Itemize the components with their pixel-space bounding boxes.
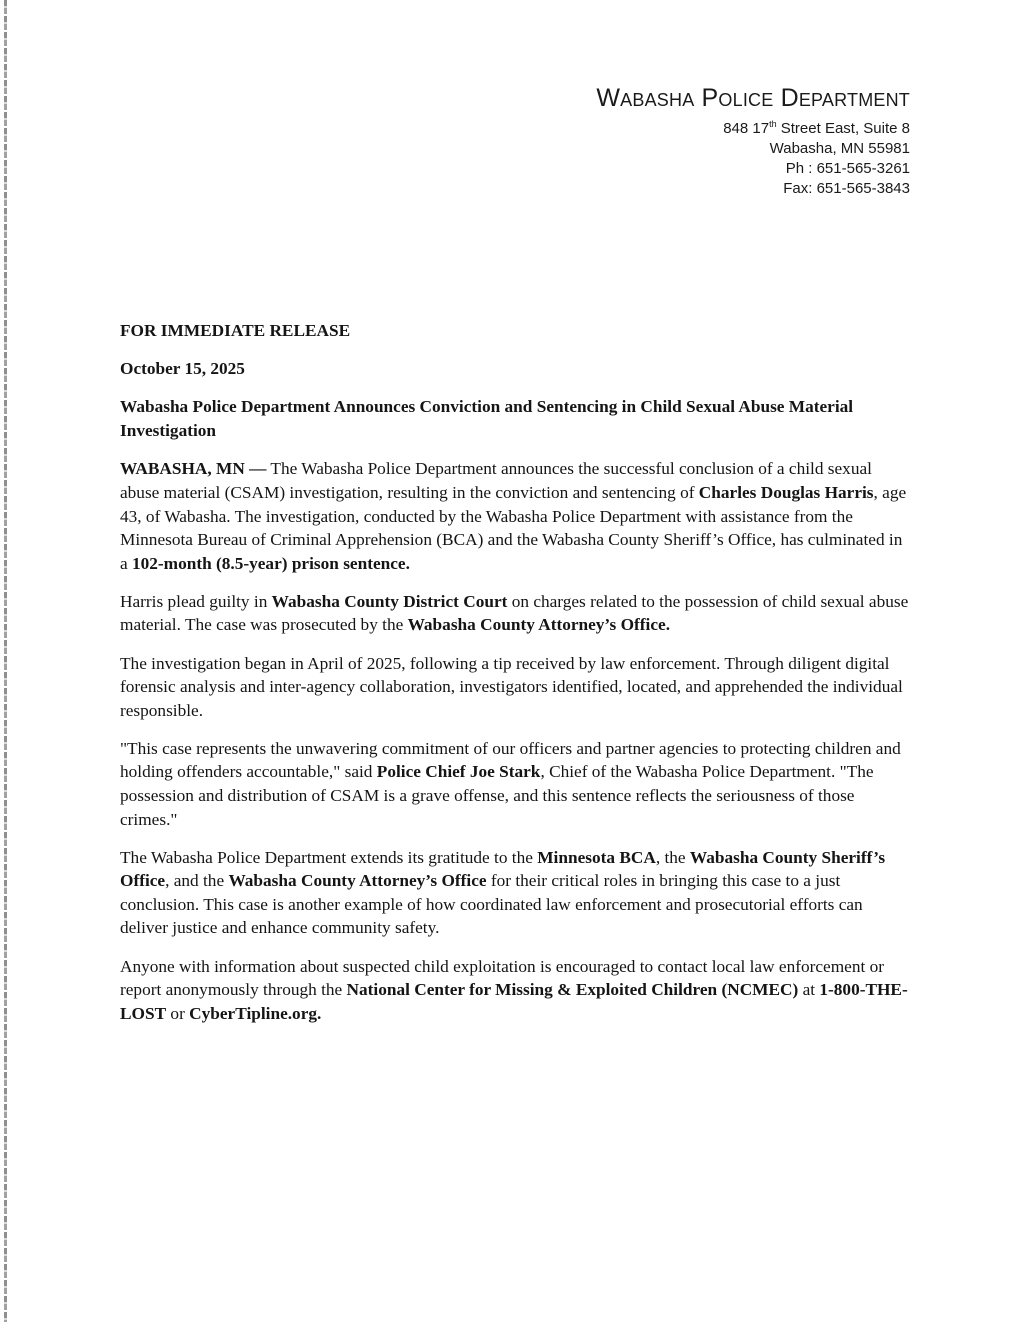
paragraph-plea (120, 590, 910, 637)
text-run: or (166, 1003, 190, 1023)
address-street-name: Street East, Suite 8 (776, 120, 910, 137)
address-line-1 (596, 114, 910, 139)
release-date: October 15, 2025 (120, 359, 245, 379)
paragraph-gratitude (120, 846, 910, 940)
organization-name: Wabasha Police Department (596, 84, 910, 112)
paragraph-announcement (120, 457, 910, 575)
text-run: on charges related to the possession of child sexual abuse material. The case was prosecuted by the (120, 591, 909, 635)
dateline: WABASHA, MN — (120, 459, 267, 479)
address-ordinal-suffix: th (769, 119, 777, 129)
paragraph-investigation (120, 652, 910, 723)
text-run: , age 43, of Wabasha. The investigation, conducted by the Wabasha Police Department with assistance from the Minnesota Bureau of Criminal Apprehension (BCA) and the Wabasha County Sheriff’s Office, has culminated in a (120, 482, 907, 573)
phone-number: Ph : 651-565-3261 (785, 160, 910, 177)
text-run: Anyone with information about suspected child exploitation is encouraged to contact local law enforcement or report anonymously through the (120, 956, 884, 1000)
text-run: for their critical roles in bringing this case to a just conclusion. This case is another example of how coordinated law enforcement and prosecutorial efforts can deliver justice and enhance community safety. (120, 871, 863, 938)
address-line-2: Wabasha, MN 55981 (769, 140, 910, 157)
text-run: "This case represents the unwavering commitment of our officers and partner agencies to protecting children and holding offenders accountable," said (120, 738, 901, 782)
agency-sheriff: Wabasha County Sheriff’s Office (120, 847, 886, 891)
court-name: Wabasha County District Court (271, 591, 508, 611)
agency-attorney: Wabasha County Attorney’s Office (228, 871, 487, 891)
text-run: Harris plead guilty in (120, 591, 272, 611)
text-run: , Chief of the Wabasha Police Department. "The possession and distribution of CSAM is a grave offense, and this sentence reflects the seriousness of those crimes." (120, 762, 874, 829)
release-label: FOR IMMEDIATE RELEASE (120, 321, 351, 340)
letterhead (596, 82, 910, 199)
text-run: , the (655, 847, 690, 867)
ncmec-name: National Center for Missing & Exploited Children (NCMEC) (346, 980, 799, 1000)
text-run: , and the (165, 871, 229, 891)
chief-name: Police Chief Joe Stark (376, 762, 541, 782)
paragraph-quote (120, 737, 910, 831)
scan-edge-artifact (4, 0, 7, 1322)
fax-number: Fax: 651-565-3843 (783, 180, 910, 197)
paragraph-contact (120, 955, 910, 1026)
press-release-body (120, 319, 910, 1040)
defendant-name: Charles Douglas Harris (698, 482, 874, 502)
release-headline: Wabasha Police Department Announces Conviction and Sentencing in Child Sexual Abuse Material Investigation (120, 397, 854, 440)
sentence-length: 102-month (8.5-year) prison sentence. (132, 553, 410, 573)
text-run: at (798, 980, 820, 1000)
cybertipline-site: CyberTipline.org. (189, 1003, 322, 1023)
address-street-number: 848 17 (723, 120, 770, 137)
text-run: The investigation began in April of 2025, following a tip received by law enforcement. Through diligent digital forensic analysis and inter-agency collaboration, investigators identified, located, and apprehended the individual responsible. (120, 653, 903, 720)
hotline-number: 1-800-THE-LOST (120, 980, 908, 1023)
prosecutor-office: Wabasha County Attorney’s Office. (407, 615, 671, 635)
text-run: The Wabasha Police Department extends its gratitude to the (120, 847, 538, 867)
agency-bca: Minnesota BCA (537, 847, 656, 867)
text-run: The Wabasha Police Department announces the successful conclusion of a child sexual abuse material (CSAM) investigation, resulting in the conviction and sentencing of (120, 459, 872, 502)
